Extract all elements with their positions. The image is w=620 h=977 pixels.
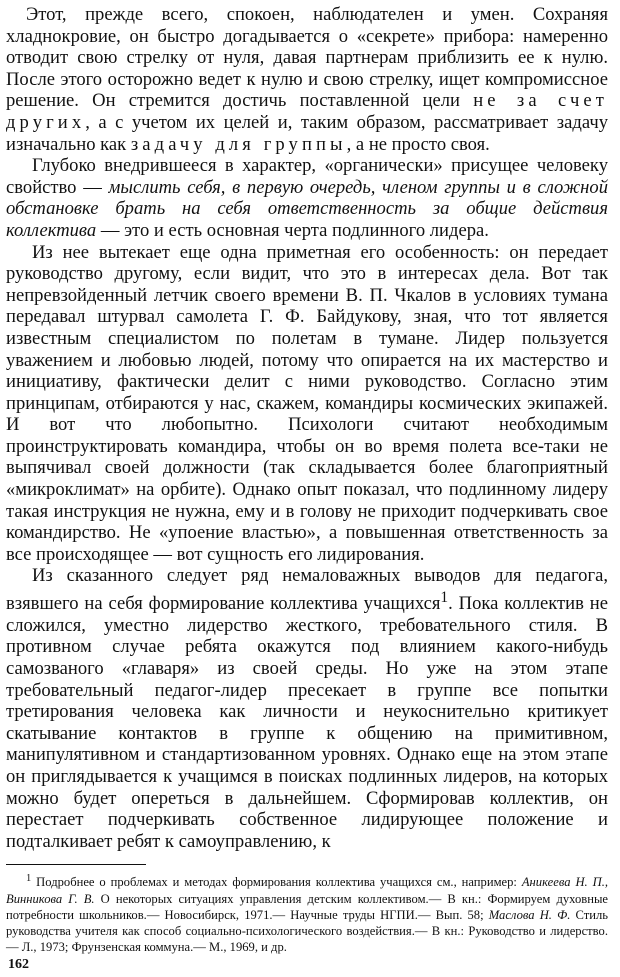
page-number: 162 [8,957,29,972]
text-segment: — это и есть основная черта подлинного лидера. [96,219,489,241]
footnote-authors: Маслова Н. Ф. [488,907,571,922]
italic-emphasis: мыслить себя, в первую очередь, членом группы и в сложной обстановке брать на себя ответственность за общие действия коллектива [6,176,608,241]
text-segment: . Пока коллектив не сложился, уместно лидерство жесткого, требовательного стиля. В противном случае ребята окажутся под влиянием какого-нибудь самозваного «главаря» из своей среды. Но уже на этом этапе требовательный педагог-лидер пресекает в группе все попытки третирования человека как личности и неукоснительно критикует скатывание контактов в группе к общению на примитивном, манипулятивном и стандартизованном уровнях. Однако еще на этом этапе он приглядывается к учащимся в поисках подлинных лидеров, на которых можно будет опереться в дальнейшем. Сформировав коллектив, он перестает подчеркивать собственное лидирующее положение и подталкивает ребят к самоуправлению, к [6,593,608,852]
paragraph-4 [6,565,608,852]
text-segment: , а с учетом их целей и, таким образом, рассматривает задачу изначально как [6,111,608,155]
footnote-marker: 1 [26,873,32,885]
footnote-text: О некоторых ситуациях управления детским коллективом.— В кн.: Формируем духовные потребности школьников.— Новосибирск, 1971.— Научные труды НГПИ.— Вып. 58; [6,891,608,922]
text-segment: , а не просто своя. [346,133,490,155]
body-text [6,4,608,852]
footnote-authors: Аникеева Н. П., Винникова Г. В. [6,875,608,906]
text-segment: Глубоко внедрившееся в характер, «органически» присущее человеку свойство — [6,155,608,198]
text-segment: Из сказанного следует ряд немаловажных выводов для педагога, взявшего на себя формирование коллектива учащихся [6,565,608,615]
text-segment: Из нее вытекает еще одна приметная его особенность: он передает руководство другому, если видит, что это в интересах дела. Вот так непревзойденный летчик своего времени В. П. Чкалов в условиях тумана передавал штурвал самолета Г. Ф. Байдукову, зная, что тот является известным специалистом по полетам в тумане. Лидер пользуется уважением и любовью людей, потому что опирается на их мастерство и инициативу, фактически делит с ними руководство. Согласно этим принципам, отбираются у нас, скажем, командиры космических экипажей. И вот что любопытно. Психологи считают необходимым проинструктировать командира, чтобы он во время полета все-таки не выпячивал своей должности (так складывается более благоприятный «микроклимат» на орбите). Однако опыт показал, что подлинному лидеру такая инструкция не нужна, ему и в голову не приходит подчеркивать свое командирство. Не «упоение властью», а повышенная ответственность за все происходящее — вот сущность его лидирования. [6,241,608,565]
footnote-text: Подробнее о проблемах и методах формирования коллектива учащихся см., например: [31,875,522,890]
spaced-text: не за счет других [6,90,608,133]
spaced-text: задачу для группы [130,133,347,155]
paragraph-2 [6,155,608,241]
footnote-divider [6,864,146,865]
paragraph-1 [6,4,608,155]
footnote [6,871,608,954]
paragraph-3 [6,242,608,566]
footnote-text: Стиль руководства учителя как способ социально-психологического воздействия.— В кн.: Руководство и лидерство.— Л., 1973; Фрунзенская коммуна.— М., 1969, и др. [6,907,609,954]
text-segment: Этот, прежде всего, спокоен, наблюдателен и умен. Сохраняя хладнокровие, он быстро догадывается о «секрете» прибора: намеренно отводит свою стрелку от нуля, давая партнерам приблизить ее к нулю. После этого осторожно ведет к нулю и свою стрелку, ищет компромиссное решение. Он стремится достичь поставленной цели [6,4,608,112]
footnote-reference: 1 [440,589,449,607]
